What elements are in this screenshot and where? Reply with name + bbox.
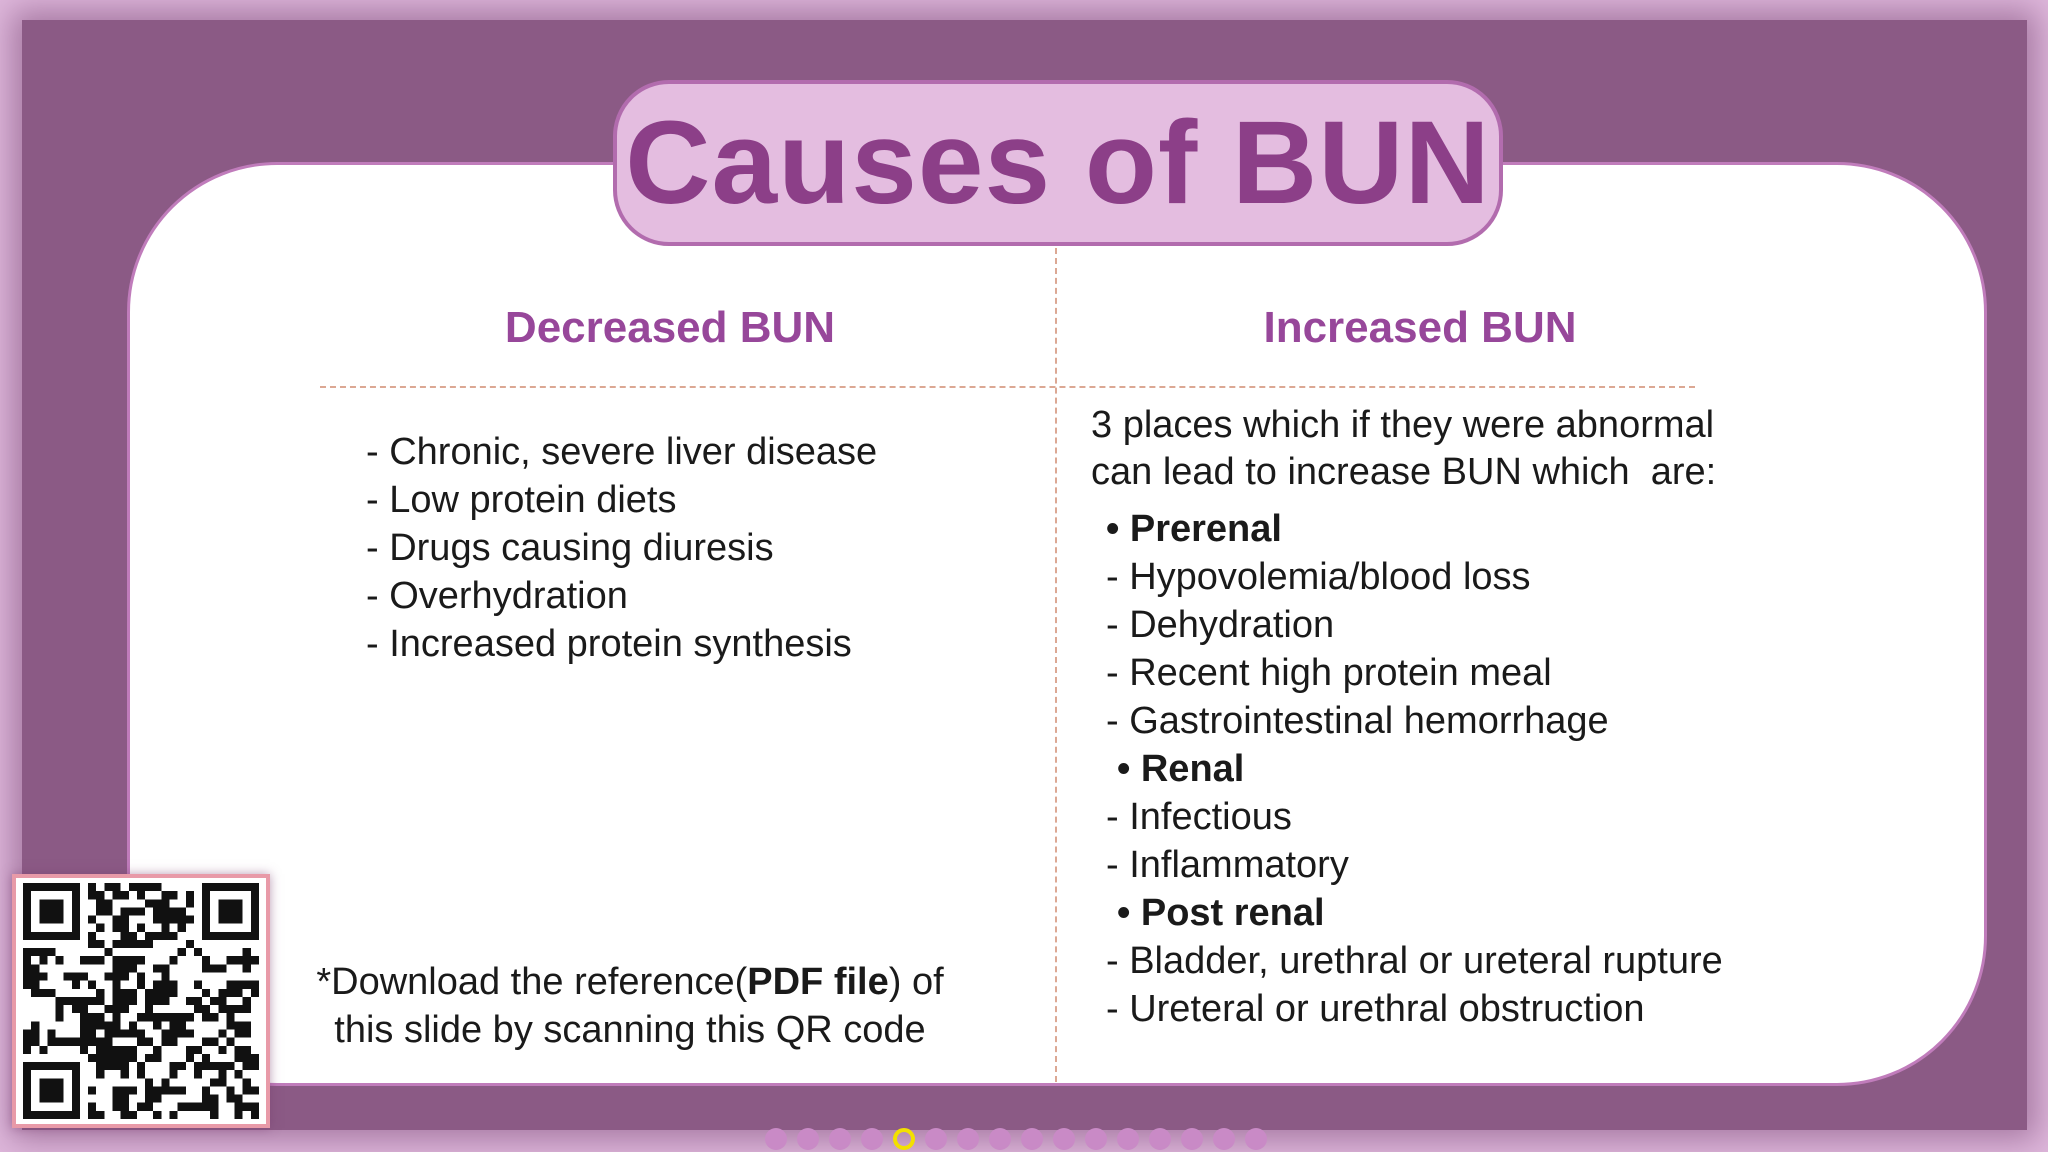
intro-line: can lead to increase BUN which are: xyxy=(1091,451,1717,493)
pagination-dot[interactable] xyxy=(1117,1128,1139,1150)
qr-caption xyxy=(290,958,970,1054)
pagination-dot[interactable] xyxy=(1085,1128,1107,1150)
pagination-dot[interactable] xyxy=(765,1128,787,1150)
column-divider xyxy=(1055,248,1057,1082)
heading-divider xyxy=(320,386,1695,388)
list-item: - Low protein diets xyxy=(366,479,677,521)
list-item: - Drugs causing diuresis xyxy=(366,527,774,569)
list-item: - Chronic, severe liver disease xyxy=(366,431,878,473)
pagination-dot[interactable] xyxy=(797,1128,819,1150)
list-item: - Bladder, urethral or ureteral rupture xyxy=(1106,940,1723,982)
increased-causes-list xyxy=(1106,505,1723,1033)
increased-bun-heading: Increased BUN xyxy=(1263,303,1577,352)
list-item: - Infectious xyxy=(1106,796,1292,838)
pagination-dot-active[interactable] xyxy=(893,1128,915,1150)
list-item: - Increased protein synthesis xyxy=(366,623,852,665)
qr-caption-line-1: *Download the reference(PDF file) of xyxy=(316,961,944,1003)
pagination-dot[interactable] xyxy=(829,1128,851,1150)
slide-title: Causes of BUN xyxy=(625,97,1491,229)
category-post-renal: • Post renal xyxy=(1117,892,1325,934)
decreased-bun-heading: Decreased BUN xyxy=(504,303,836,352)
pagination-dot[interactable] xyxy=(1149,1128,1171,1150)
increased-intro xyxy=(1091,402,1716,496)
intro-line: 3 places which if they were abnormal xyxy=(1091,404,1715,446)
pagination-dot[interactable] xyxy=(1213,1128,1235,1150)
category-renal: • Renal xyxy=(1117,748,1245,790)
pagination-dot[interactable] xyxy=(957,1128,979,1150)
qr-caption-line-2: this slide by scanning this QR code xyxy=(334,1009,926,1051)
pagination-dot[interactable] xyxy=(1245,1128,1267,1150)
pagination-dot[interactable] xyxy=(1053,1128,1075,1150)
pagination-dot[interactable] xyxy=(861,1128,883,1150)
qr-code[interactable] xyxy=(12,874,270,1128)
list-item: - Gastrointestinal hemorrhage xyxy=(1106,700,1609,742)
category-prerenal: • Prerenal xyxy=(1106,508,1282,550)
list-item: - Hypovolemia/blood loss xyxy=(1106,556,1531,598)
pagination-dot[interactable] xyxy=(1181,1128,1203,1150)
pdf-file-label: PDF file xyxy=(747,961,889,1003)
decreased-causes-list xyxy=(366,428,877,668)
list-item: - Inflammatory xyxy=(1106,844,1349,886)
list-item: - Overhydration xyxy=(366,575,628,617)
qr-code-icon xyxy=(23,883,259,1119)
list-item: - Ureteral or urethral obstruction xyxy=(1106,988,1645,1030)
pagination-dot[interactable] xyxy=(925,1128,947,1150)
pagination-dot[interactable] xyxy=(989,1128,1011,1150)
title-banner xyxy=(613,80,1503,246)
slide-pagination xyxy=(765,1127,1267,1151)
list-item: - Dehydration xyxy=(1106,604,1335,646)
list-item: - Recent high protein meal xyxy=(1106,652,1552,694)
pagination-dot[interactable] xyxy=(1021,1128,1043,1150)
